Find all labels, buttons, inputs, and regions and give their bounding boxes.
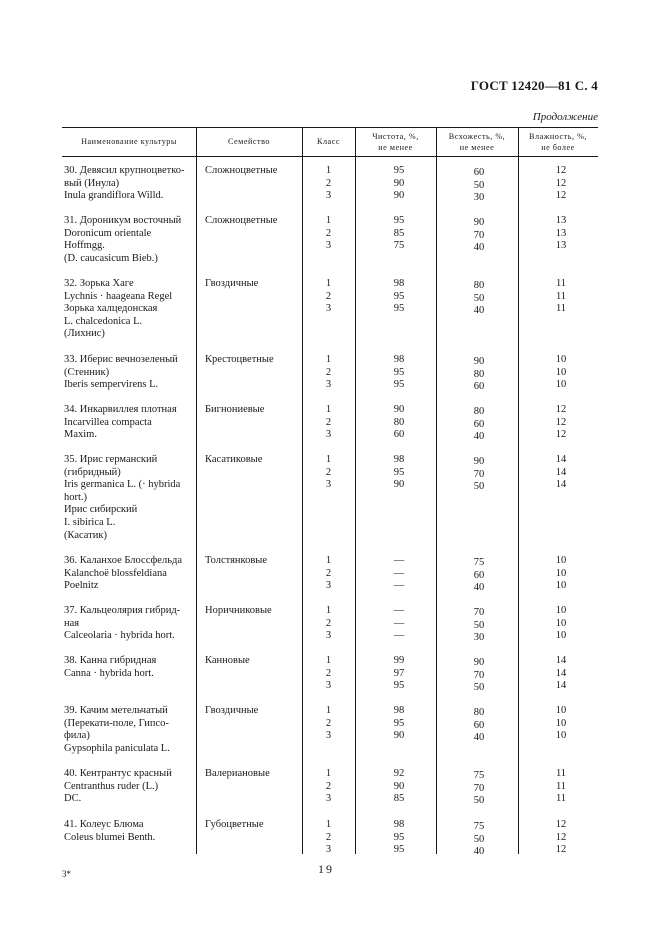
row-30-classes: 1 2 3 [325, 165, 332, 202]
row-33-germination: 90 80 60 [473, 356, 485, 393]
row-38-germination: 90 70 50 [473, 657, 485, 694]
row-35-name: 35. Ирис германский (гибридный) Iris germanica L. (· hybrida hort.) Ирис сибирский I. sibirica L. (Касатик) [64, 454, 181, 541]
row-32-purity: 98 95 95 [393, 278, 405, 315]
continued-label: Продолжение [532, 111, 598, 123]
row-39-classes: 1 2 3 [325, 705, 332, 742]
row-40-classes: 1 2 3 [325, 768, 332, 805]
row-37-purity: — — — [393, 605, 405, 642]
row-38-name: 38. Канна гибридная Canna · hybrida hort. [64, 655, 157, 679]
row-32-germination: 80 50 40 [473, 280, 485, 317]
row-36-classes: 1 2 3 [325, 555, 332, 592]
row-41-classes: 1 2 3 [325, 819, 332, 856]
row-35-family: Касатиковые [205, 454, 263, 465]
row-32-classes: 1 2 3 [325, 278, 332, 315]
row-32-name: 32. Зорька Хаге Lychnis · haageana Regel Зорька халцедонская L. chalcedonica L. (Лихнис) [64, 278, 173, 340]
document-header: ГОСТ 12420—81 С. 4 [470, 78, 598, 93]
row-41-humidity: 12 12 12 [555, 819, 567, 856]
column-divider [196, 127, 197, 854]
row-39-humidity: 10 10 10 [555, 705, 567, 742]
row-33-humidity: 10 10 10 [555, 354, 567, 391]
row-40-name: 40. Кентрантус красный Centranthus ruder (L.) DC. [64, 768, 172, 805]
row-37-family: Норичниковые [205, 605, 272, 616]
row-36-purity: — — — [393, 555, 405, 592]
row-35-humidity: 14 14 14 [555, 454, 567, 491]
row-40-purity: 92 90 85 [393, 768, 405, 805]
row-34-name: 34. Инкарвиллея плотная Incarvillea compacta Maxim. [64, 404, 177, 441]
row-40-family: Валериановые [205, 768, 270, 779]
column-header-purity: Чистота, %, не менее [372, 131, 419, 152]
row-33-family: Крестоцветные [205, 354, 274, 365]
column-header-humidity: Влажность, %, не более [529, 131, 587, 152]
row-31-humidity: 13 13 13 [555, 215, 567, 252]
row-40-humidity: 11 11 11 [555, 768, 567, 805]
row-34-germination: 80 60 40 [473, 406, 485, 443]
row-35-germination: 90 70 50 [473, 456, 485, 493]
row-31-germination: 90 70 40 [473, 217, 485, 254]
row-31-family: Сложноцветные [205, 215, 278, 226]
row-35-purity: 98 95 90 [393, 454, 405, 491]
row-41-name: 41. Колеус Блюма Coleus blumei Benth. [64, 819, 156, 843]
row-32-family: Гвоздичные [205, 278, 259, 289]
row-38-purity: 99 97 95 [393, 655, 405, 692]
row-34-humidity: 12 12 12 [555, 404, 567, 441]
row-37-germination: 70 50 30 [473, 607, 485, 644]
row-30-humidity: 12 12 12 [555, 165, 567, 202]
row-37-name: 37. Кальцеолярия гибрид- ная Calceolaria · hybrida hort. [64, 605, 181, 642]
row-40-germination: 75 70 50 [473, 770, 485, 807]
row-30-name: 30. Девясил крупноцветко- вый (Инула) Inula grandiflora Willd. [64, 165, 185, 202]
column-header-class: Класс [317, 137, 340, 147]
row-39-name: 39. Качим метельчатый (Перекати-поле, Гипсо- фила) Gypsophila paniculata L. [64, 705, 170, 754]
row-39-family: Гвоздичные [205, 705, 259, 716]
row-38-classes: 1 2 3 [325, 655, 332, 692]
row-33-name: 33. Иберис вечнозеленый (Стенник) Iberis sempervirens L. [64, 354, 178, 391]
footer-mark: 3* [62, 869, 71, 879]
row-34-classes: 1 2 3 [325, 404, 332, 441]
row-33-purity: 98 95 95 [393, 354, 405, 391]
row-34-family: Бигнониевые [205, 404, 265, 415]
row-38-humidity: 14 14 14 [555, 655, 567, 692]
row-31-purity: 95 85 75 [393, 215, 405, 252]
row-30-family: Сложноцветные [205, 165, 278, 176]
row-36-family: Толстянковые [205, 555, 268, 566]
column-header-family: Семейство [227, 137, 270, 147]
row-32-humidity: 11 11 11 [555, 278, 567, 315]
row-39-purity: 98 95 90 [393, 705, 405, 742]
column-divider [302, 127, 303, 854]
row-41-purity: 98 95 95 [393, 819, 405, 856]
row-41-germination: 75 50 40 [473, 821, 485, 858]
row-34-purity: 90 80 60 [393, 404, 405, 441]
row-33-classes: 1 2 3 [325, 354, 332, 391]
row-31-classes: 1 2 3 [325, 215, 332, 252]
row-35-classes: 1 2 3 [325, 454, 332, 491]
row-36-humidity: 10 10 10 [555, 555, 567, 592]
row-37-classes: 1 2 3 [325, 605, 332, 642]
row-38-family: Канновые [205, 655, 250, 666]
row-30-purity: 95 90 90 [393, 165, 405, 202]
row-37-humidity: 10 10 10 [555, 605, 567, 642]
row-39-germination: 80 60 40 [473, 707, 485, 744]
row-30-germination: 60 50 30 [473, 167, 485, 204]
row-36-name: 36. Каланхое Блоссфельда Kalanchoë blossfeldiana Poelnitz [64, 555, 182, 592]
column-header-germination: Всхожесть, %, не менее [448, 131, 506, 152]
page-number: 19 [318, 862, 334, 876]
row-41-family: Губоцветные [205, 819, 264, 830]
row-36-germination: 75 60 40 [473, 557, 485, 594]
row-31-name: 31. Дороникум восточный Doronicum orientale Hoffmgg. (D. caucasicum Bieb.) [64, 215, 182, 264]
column-header-name: Наименование культуры [81, 137, 177, 147]
